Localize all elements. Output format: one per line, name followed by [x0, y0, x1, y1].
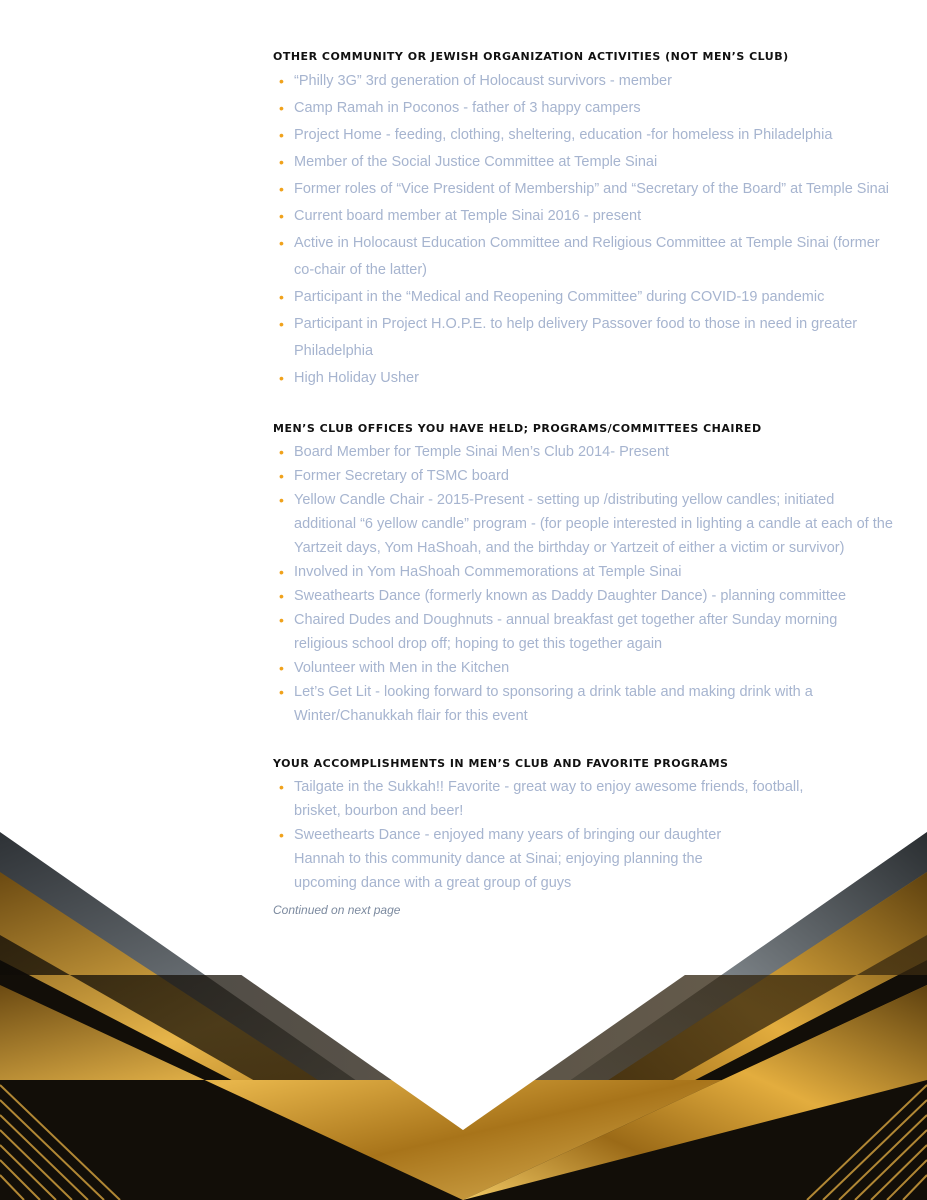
list-item: • Participant in Project H.O.P.E. to help delivery Passover food to those in need in greater Philadelphia — [273, 311, 893, 365]
list-item: • Tailgate in the Sukkah!! Favorite - great way to enjoy awesome friends, football, brisket, bourbon and beer! — [273, 775, 893, 823]
list-item: • Board Member for Temple Sinai Men’s Club 2014- Present — [273, 440, 893, 464]
list-item: • Camp Ramah in Poconos - father of 3 happy campers — [273, 95, 893, 122]
mens-club-offices-section — [273, 422, 893, 728]
list-item: • Sweethearts Dance - enjoyed many years of bringing our daughter Hannah to this community dance at Sinai; enjoying planning the upcoming dance with a great group of guys — [273, 823, 893, 895]
document-body — [273, 50, 893, 917]
section-heading: OTHER COMMUNITY OR JEWISH ORGANIZATION ACTIVITIES (NOT MEN’S CLUB) — [273, 50, 789, 63]
list-item: • Let’s Get Lit - looking forward to sponsoring a drink table and making drink with a Winter/Chanukkah flair for this event — [273, 680, 893, 728]
accomplishments-section — [273, 757, 893, 917]
bullet-list — [273, 440, 893, 728]
list-item: • Sweathearts Dance (formerly known as Daddy Daughter Dance) - planning committee — [273, 584, 893, 608]
bullet-list — [273, 68, 893, 392]
section-heading: YOUR ACCOMPLISHMENTS IN MEN’S CLUB AND FAVORITE PROGRAMS — [273, 757, 729, 770]
list-item: • Former Secretary of TSMC board — [273, 464, 893, 488]
list-item: • Former roles of “Vice President of Membership” and “Secretary of the Board” at Temple Sinai — [273, 176, 893, 203]
list-item: • Member of the Social Justice Committee at Temple Sinai — [273, 149, 893, 176]
list-item: • High Holiday Usher — [273, 365, 893, 392]
list-item: • Chaired Dudes and Doughnuts - annual breakfast get together after Sunday morning religious school drop off; hoping to get this together again — [273, 608, 893, 656]
list-item: • Involved in Yom HaShoah Commemorations at Temple Sinai — [273, 560, 893, 584]
list-item: • Yellow Candle Chair - 2015-Present - setting up /distributing yellow candles; initiated additional “6 yellow candle” program - (for people interested in lighting a candle at each of the Yartzeit days, Yom HaShoah, and the birthday or Yartzeit of either a victim or survivor) — [273, 488, 893, 560]
list-item: • Current board member at Temple Sinai 2016 - present — [273, 203, 893, 230]
community-activities-section — [273, 50, 893, 392]
list-item: • Volunteer with Men in the Kitchen — [273, 656, 893, 680]
bullet-list — [273, 775, 893, 895]
continued-note: Continued on next page — [273, 903, 401, 917]
list-item: • Participant in the “Medical and Reopening Committee” during COVID-19 pandemic — [273, 284, 893, 311]
section-heading: MEN’S CLUB OFFICES YOU HAVE HELD; PROGRAMS/COMMITTEES CHAIRED — [273, 422, 762, 435]
list-item: • Active in Holocaust Education Committee and Religious Committee at Temple Sinai (former co-chair of the latter) — [273, 230, 893, 284]
list-item: • Project Home - feeding, clothing, sheltering, education -for homeless in Philadelphia — [273, 122, 893, 149]
list-item: • “Philly 3G” 3rd generation of Holocaust survivors - member — [273, 68, 893, 95]
